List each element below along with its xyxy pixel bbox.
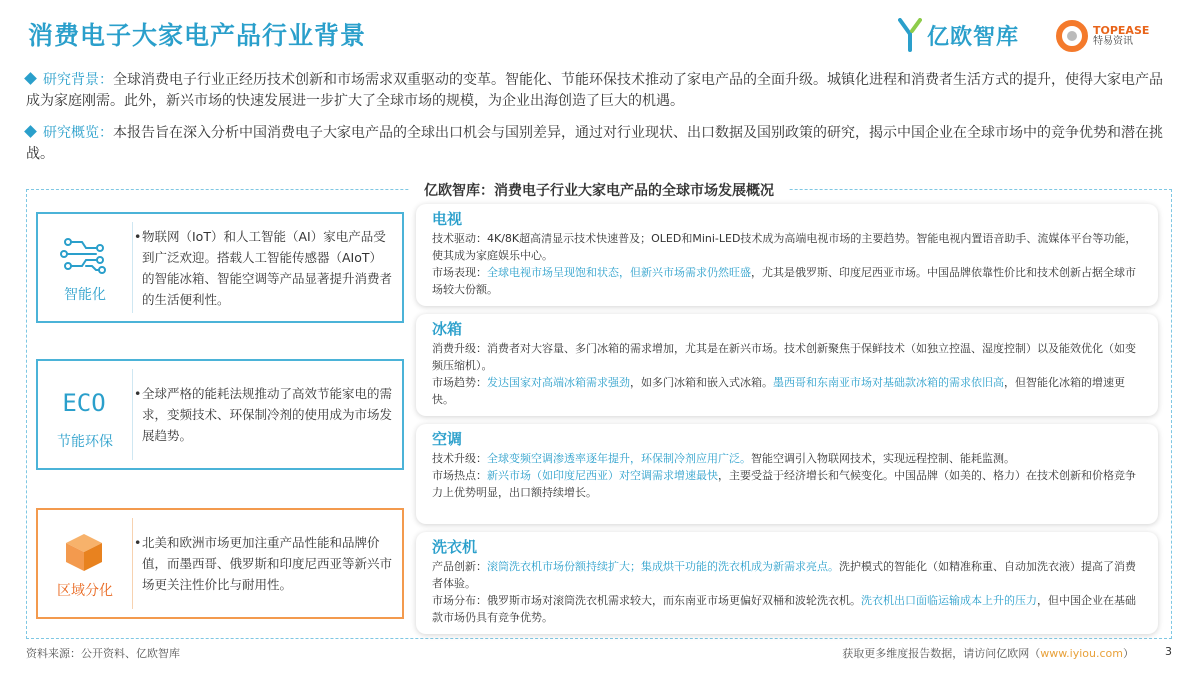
ac-hotspot: 市场热点：新兴市场（如印度尼西亚）对空调需求增速最快，主要受益于经济增长和气候变化。中国品牌（如美的、格力）在技术创新和价格竞争力上优势明显，出口额持续增长。 <box>432 469 1136 499</box>
frame-title: 亿欧智库：消费电子行业大家电产品的全球市场发展概况 <box>410 180 788 200</box>
card-divider <box>132 518 133 609</box>
tv-market: 市场表现：全球电视市场呈现饱和状态，但新兴市场需求仍然旺盛，尤其是俄罗斯、印度尼西亚市场。中国品牌依靠性价比和技术创新占据全球市场较大份额。 <box>432 266 1136 296</box>
card-title-washer: 洗衣机 <box>432 538 478 556</box>
diamond-bullet-icon <box>24 125 37 138</box>
tv-tech: 技术驱动：4K/8K超高清显示技术快速普及；OLED和Mini-LED技术成为高端电视市场的主要趋势。智能电视内置语音助手、流媒体平台等功能，使其成为家庭娱乐中心。 <box>432 232 1137 262</box>
card-divider <box>132 369 133 460</box>
fridge-consumption: 消费升级：消费者对大容量、多门冰箱的需求增加，尤其是在新兴市场。技术创新聚焦于保鲜技术（如独立控温、湿度控制）以及能效优化（如变频压缩机）。 <box>432 342 1136 372</box>
circuit-icon <box>56 236 112 276</box>
topease-logo-cn: 特易资讯 <box>1093 35 1133 47</box>
card-description-text: 北美和欧洲市场更加注重产品性能和品牌价值，而墨西哥、俄罗斯和印度尼西亚等新兴市场更关注性价比与耐用性。 <box>142 535 393 592</box>
topease-logo-en: TOPEASE <box>1093 23 1150 37</box>
bullet-dot-icon: • <box>134 535 142 550</box>
bullet-dot-icon: • <box>134 386 142 401</box>
box-icon <box>56 532 112 572</box>
bullet-dot-icon: • <box>134 229 142 244</box>
card-intelligent <box>36 212 404 323</box>
yiou-logo <box>898 18 1019 52</box>
ac-tech: 技术升级：全球变频空调渗透率逐年提升，环保制冷剂应用广泛。智能空调引入物联网技术，实现远程控制、能耗监测。 <box>432 452 1015 465</box>
card-description <box>134 383 393 446</box>
page-title: 消费电子大家电产品行业背景 <box>28 21 367 50</box>
card-fridge <box>416 314 1158 416</box>
page-number: 3 <box>1165 645 1172 658</box>
card-eco <box>36 359 404 470</box>
washer-innovation: 产品创新：滚筒洗衣机市场份额持续扩大；集成烘干功能的洗衣机成为新需求亮点。洗护模式的智能化（如精准称重、自动加洗衣液）提高了消费者体验。 <box>432 560 1136 590</box>
eco-icon: ECO <box>62 389 106 417</box>
card-description <box>134 532 393 595</box>
bullet-label: 研究背景： <box>43 72 113 88</box>
footer-more: 获取更多维度报告数据，请访问亿欧网（www.iyiou.com） <box>842 647 1134 660</box>
bullet-text: 本报告旨在深入分析中国消费电子大家电产品的全球出口机会与国别差异，通过对行业现状、出口数据及国别政策的研究，揭示中国企业在全球市场中的竞争优势和潜在挑战。 <box>26 125 1163 162</box>
card-description-text: 物联网（IoT）和人工智能（AI）家电产品受到广泛欢迎。搭载人工智能传感器（AIoT）的智能冰箱、智能空调等产品显著提升消费者的生活便利性。 <box>142 229 393 307</box>
bullet-background <box>26 70 1176 112</box>
card-washer <box>416 532 1158 634</box>
bullet-overview <box>26 123 1176 165</box>
topease-logo <box>1056 20 1149 52</box>
yiou-logo-icon <box>898 18 922 52</box>
card-regional <box>36 508 404 619</box>
source-note: 资料来源：公开资料、亿欧智库 <box>26 647 180 660</box>
washer-distribution: 市场分布：俄罗斯市场对滚筒洗衣机需求较大，而东南亚市场更偏好双桶和波轮洗衣机。洗衣机出口面临运输成本上升的压力，但中国企业在基础款市场仍具有竞争优势。 <box>432 594 1136 624</box>
footer-url-link[interactable]: www.iyiou.com <box>1040 647 1123 660</box>
card-description-text: 全球严格的能耗法规推动了高效节能家电的需求，变频技术、环保制冷剂的使用成为市场发展趋势。 <box>142 386 393 443</box>
topease-logo-icon <box>1056 20 1088 52</box>
card-title-ac: 空调 <box>432 430 463 448</box>
card-caption: 节能环保 <box>57 434 113 450</box>
card-title-fridge: 冰箱 <box>432 320 463 338</box>
bullet-text: 全球消费电子行业正经历技术创新和市场需求双重驱动的变革。智能化、节能环保技术推动了家电产品的全面升级。城镇化进程和消费者生活方式的提升，使得大家电产品成为家庭刚需。此外，新兴市场的快速发展进一步扩大了全球市场的规模，为企业出海创造了巨大的机遇。 <box>26 72 1163 109</box>
fridge-trend: 市场趋势：发达国家对高端冰箱需求强劲，如多门冰箱和嵌入式冰箱。墨西哥和东南亚市场对基础款冰箱的需求依旧高，但智能化冰箱的增速更快。 <box>432 376 1125 406</box>
bullet-label: 研究概览： <box>43 125 113 141</box>
card-title-tv: 电视 <box>432 210 463 228</box>
card-caption: 智能化 <box>64 287 106 303</box>
card-ac <box>416 424 1158 524</box>
card-caption: 区域分化 <box>57 583 113 599</box>
card-tv <box>416 204 1158 306</box>
diamond-bullet-icon <box>24 72 37 85</box>
yiou-logo-text: 亿欧智库 <box>927 24 1020 50</box>
card-description <box>134 226 393 310</box>
card-divider <box>132 222 133 313</box>
